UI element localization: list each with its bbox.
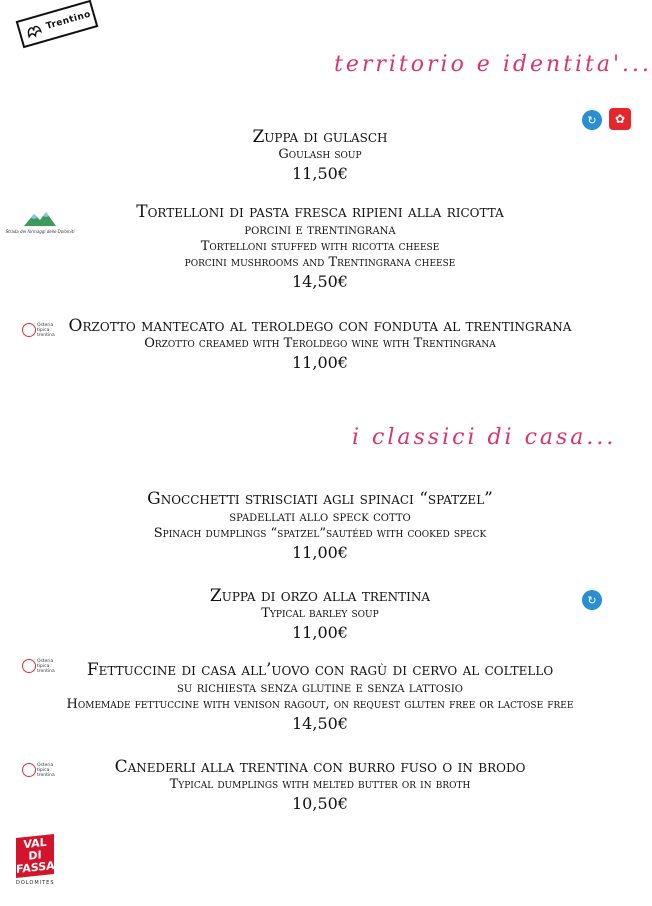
dish-price: 14,50€: [292, 272, 348, 291]
dish-title: Gnocchetti strisciati agli spinaci “spatzel”: [147, 489, 493, 509]
dish-title: Zuppa di gulasch: [252, 127, 388, 147]
dish-title-2: porcini e trentingrana: [244, 222, 396, 238]
dish-price: 11,00€: [292, 623, 348, 642]
dish-title: Tortelloni di pasta fresca ripieni alla ricotta: [136, 202, 504, 222]
dish-title: Zuppa di orzo alla trentina: [209, 586, 431, 606]
dish-zuppa-orzo: [0, 586, 640, 644]
trentino-label: Trentino: [45, 9, 93, 32]
dish-orzotto: [0, 316, 640, 374]
dish-title-2: spadellati allo speck cotto: [229, 509, 411, 525]
dish-price: 11,50€: [292, 164, 348, 183]
osteria-label: Osteria tipica trentina: [37, 658, 55, 674]
valdifassa-logo: [16, 836, 58, 888]
dish-fettuccine: [0, 660, 640, 735]
dish-english: Spinach dumplings “spatzel”sautéed with cooked speck: [153, 526, 487, 541]
osteria-label: Osteria tipica trentina: [37, 762, 55, 778]
dish-canederli: [0, 757, 640, 815]
dish-price: 11,00€: [292, 543, 348, 562]
dish-english: Orzotto creamed with Teroldego wine with Trentingrana: [144, 336, 496, 351]
dish-title: Canederli alla trentina con burro fuso o in brodo: [114, 757, 526, 777]
dish-english-2: porcini mushrooms and Trentingrana cheese: [184, 255, 456, 270]
dish-tortelloni: [0, 202, 640, 293]
blue-circle-icon: ↻: [582, 110, 602, 130]
dish-english: Tortelloni stuffed with ricotta cheese: [200, 239, 440, 254]
dish-price: 11,00€: [292, 353, 348, 372]
mountain-logo-label: Strada dei formaggi delle Dolomiti: [5, 229, 75, 234]
valdifassa-line2: FASSA: [16, 858, 55, 876]
dish-title: Orzotto mantecato al teroldego con fonduta al trentingrana: [68, 316, 572, 336]
butterfly-icon: [23, 19, 45, 41]
section-heading-classici: i classici di casa...: [352, 425, 617, 450]
dish-english: Typical dumplings with melted butter or in broth: [169, 777, 471, 792]
valdifassa-sub: DOLOMITES: [16, 880, 55, 886]
red-square-icon: ✿: [609, 108, 631, 130]
osteria-label: Osteria tipica trentina: [37, 322, 55, 338]
dish-english: Homemade fettuccine with venison ragout, on request gluten free or lactose free: [66, 697, 574, 712]
section-heading-territorio: territorio e identita'...: [334, 52, 652, 77]
blue-circle-icon: ↻: [582, 590, 602, 610]
valdifassa-line1: VAL DI: [23, 835, 47, 863]
dish-title: Fettuccine di casa all’uovo con ragù di cervo al coltello: [86, 660, 554, 680]
dish-price: 10,50€: [292, 794, 348, 813]
dish-english: Goulash soup: [278, 147, 362, 162]
dish-gnocchetti: [0, 489, 640, 564]
dish-english: Typical barley soup: [261, 606, 379, 621]
dish-zuppa-gulasch: [0, 127, 640, 185]
dish-title-2: su richiesta senza glutine e senza lattosio: [177, 680, 463, 696]
trentino-logo: [16, 0, 99, 48]
dish-price: 14,50€: [292, 714, 348, 733]
